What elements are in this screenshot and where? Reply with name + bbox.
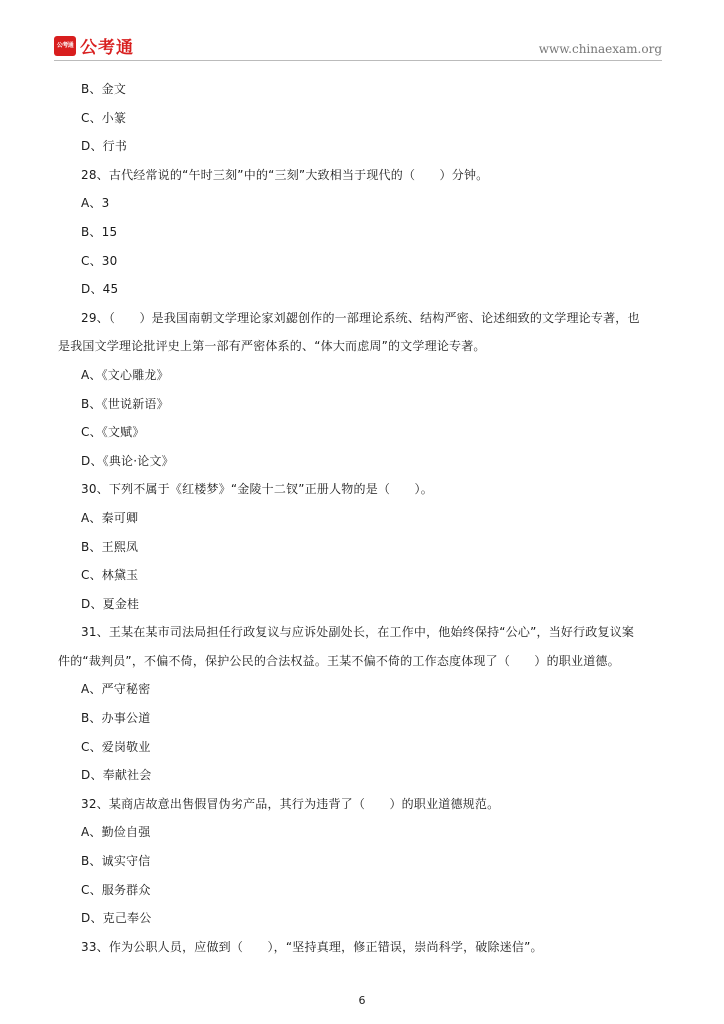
header-divider <box>54 60 662 61</box>
option-line: B、《世说新语》 <box>81 396 169 411</box>
option-line: C、林黛玉 <box>81 568 139 583</box>
option-line: A、勤俭自强 <box>81 825 151 840</box>
option-line: D、奉献社会 <box>81 768 152 783</box>
document-body <box>58 75 670 961</box>
question-line: 33、作为公职人员，应做到（ ），“坚持真理，修正错误，崇尚科学，破除迷信”。 <box>81 939 543 954</box>
option-line: A、秦可卿 <box>81 510 139 525</box>
option-line: A、《文心雕龙》 <box>81 367 169 382</box>
option-line: C、服务群众 <box>81 882 151 897</box>
option-line: B、王熙凤 <box>81 539 139 554</box>
logo-mark: 公考通 <box>54 36 76 56</box>
option-line: C、小篆 <box>81 110 127 125</box>
question-line: 32、某商店故意出售假冒伪劣产品，其行为违背了（ ）的职业道德规范。 <box>81 796 500 811</box>
question-line: 31、王某在某市司法局担任行政复议与应诉处副处长，在工作中，他始终保持“公心”，当好行政复议案 <box>81 625 635 640</box>
option-line: A、3 <box>81 196 110 211</box>
question-line-continued: 件的“裁判员”，不偏不倚，保护公民的合法权益。王某不偏不倚的工作态度体现了（ ）的职业道德。 <box>58 653 620 668</box>
option-line: B、金文 <box>81 82 127 96</box>
option-line: D、夏金桂 <box>81 596 140 611</box>
option-line: B、办事公道 <box>81 711 151 726</box>
option-line: B、诚实守信 <box>81 854 151 869</box>
option-line: D、行书 <box>81 139 128 154</box>
logo-text: 公考通 <box>80 38 134 58</box>
page-number: 6 <box>358 994 366 1007</box>
option-line: D、克己奉公 <box>81 911 152 926</box>
option-line: B、15 <box>81 224 118 239</box>
question-line: 29、（ ）是我国南朝文学理论家刘勰创作的一部理论系统、结构严密、论述细致的文学理论专著，也 <box>81 310 640 325</box>
question-line: 28、古代经常说的“午时三刻”中的“三刻”大致相当于现代的（ ）分钟。 <box>81 167 489 182</box>
option-line: C、《文赋》 <box>81 425 145 440</box>
question-line: 30、下列不属于《红楼梦》“金陵十二钗”正册人物的是（ ）。 <box>81 482 433 497</box>
option-line: D、45 <box>81 282 119 297</box>
question-line-continued: 是我国文学理论批评史上第一部有严密体系的、“体大而虑周”的文学理论专著。 <box>58 339 486 354</box>
page-header <box>0 0 724 64</box>
option-line: C、爱岗敬业 <box>81 739 151 754</box>
option-line: A、严守秘密 <box>81 682 151 697</box>
logo <box>54 33 134 58</box>
site-url: www.chinaexam.org <box>538 42 662 56</box>
option-line: D、《典论·论文》 <box>81 453 174 468</box>
option-line: C、30 <box>81 253 118 268</box>
